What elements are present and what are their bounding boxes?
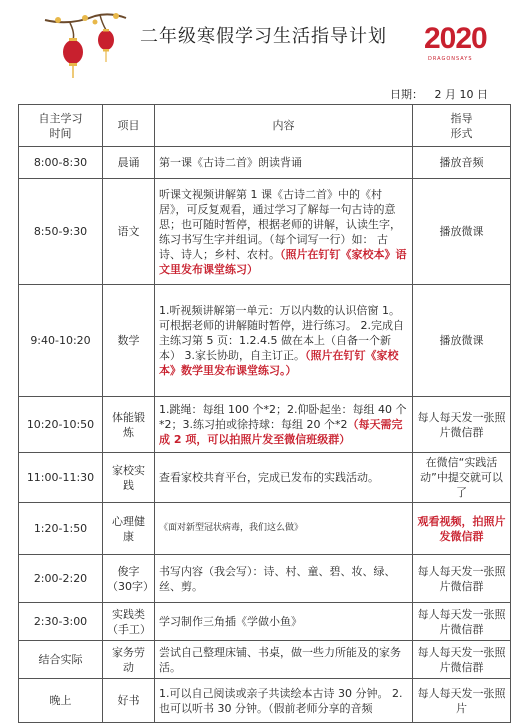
row-form: 每人每天发一张照片微信群 [413,397,511,453]
date-line [390,86,496,102]
row-subject: 家务劳动 [103,641,155,679]
row-form: 播放微课 [413,179,511,285]
row-time: 1:20-1:50 [19,503,103,555]
header-form [413,105,511,147]
header-form-line2: 形式 [450,126,473,140]
row-content [155,285,413,397]
table-row [19,397,511,453]
row-content-text: 1.听视频讲解第一单元：万以内数的认识倍窗 1。可根据老师的讲解随时暂停，进行练习。 2.完成自主练习第 5 页：1.2.4.5 做在本上（自备一个新本） 3.家长协助，自主订正。 [159,304,404,362]
row-subject: 语文 [103,179,155,285]
header-time [19,105,103,147]
row-time: 结合实际 [19,641,103,679]
year-logo-subtext: DRAGONSAYS [428,56,473,62]
row-content-text: 听课文视频讲解第 1 课《古诗二首》中的《村居》，可反复观看，通过学习了解每一句古诗的意思；也可随时暂停，根据老师的讲解，认读生字，练习书写生字并组词。（每个词写一行）如： 古诗、诗人；乡村、农村。 [159,187,401,261]
table-row [19,453,511,503]
row-form: 每人每天发一张照片微信群 [413,603,511,641]
table-row [19,285,511,397]
row-subject: 好书 [103,679,155,723]
row-content [155,679,413,723]
row-subject: 体能锻炼 [103,397,155,453]
row-time: 晚上 [19,679,103,723]
row-content [155,641,413,679]
row-subject: 实践类（手工） [103,603,155,641]
header-form-line1: 指导 [450,111,473,125]
row-content [155,453,413,503]
table-row [19,147,511,179]
table-row [19,603,511,641]
row-form: 播放微课 [413,285,511,397]
row-content [155,503,413,555]
row-time: 9:40-10:20 [19,285,103,397]
row-content-text: 《面对新型冠状病毒，我们这么做》 [159,523,304,533]
plum-blossom-lantern-decoration [40,8,130,88]
row-content [155,179,413,285]
row-time: 8:50-9:30 [19,179,103,285]
header-subject: 项目 [103,105,155,147]
row-content-text: 书写内容（我会写）：诗、村、童、碧、妆、绿、丝、剪。 [159,564,396,593]
row-form: 在微信“实践活动”中提交就可以了 [413,453,511,503]
row-form: 播放音频 [413,147,511,179]
schedule-table [18,104,511,723]
row-subject: 数学 [103,285,155,397]
row-content-text: 第一课《古诗二首》朗读背诵 [159,156,302,169]
table-row [19,555,511,603]
row-subject: 心理健康 [103,503,155,555]
row-form: 每人每天发一张照片微信群 [413,641,511,679]
row-content-text: 1.可以自己阅读或亲子共读绘本古诗 30 分钟。 2.也可以听书 30 分钟。（假前老师分享的音频 [159,686,403,715]
row-content-red-note: （每天需完成 2 项，可以拍照片发至微信班级群） [159,418,403,446]
row-content-text: 1.跳绳：每组 100 个*2；2.仰卧起坐：每组 40 个*2；3.练习拍或徐持球：每组 20 个*2 [159,403,407,431]
row-time: 2:30-3:00 [19,603,103,641]
table-row [19,179,511,285]
row-content-red-note: （照片在钉钉《家校本》数学里发布课堂练习。） [159,349,399,377]
row-time: 2:00-2:20 [19,555,103,603]
row-time: 11:00-11:30 [19,453,103,503]
row-content-text: 查看家校共育平台，完成已发布的实践活动。 [159,471,379,484]
date-value: 2 月 10 日 [434,88,488,101]
row-subject: 晨诵 [103,147,155,179]
row-form: 观看视频，拍照片发微信群 [413,503,511,555]
header-time-line2: 时间 [49,126,72,140]
header-time-line1: 自主学习 [38,111,83,125]
row-content-red-note: （照片在钉钉《家校本》语文里发布课堂练习） [159,247,407,276]
table-header-row [19,105,511,147]
year-logo: 2020 [424,22,487,55]
row-content-text: 学习制作三角插《学做小鱼》 [159,615,302,628]
header-content: 内容 [155,105,413,147]
table-row [19,641,511,679]
row-time: 8:00-8:30 [19,147,103,179]
row-content [155,397,413,453]
row-form: 每人每天发一张照片 [413,679,511,723]
page-title: 二年级寒假学习生活指导计划 [140,26,387,47]
row-form: 每人每天发一张照片微信群 [413,555,511,603]
row-content [155,603,413,641]
row-content-text: 尝试自己整理床铺、书桌，做一些力所能及的家务活。 [159,645,401,674]
row-content [155,147,413,179]
table-row [19,679,511,723]
table-row [19,503,511,555]
date-label: 日期： [390,88,423,101]
row-subject: 俊字（30字） [103,555,155,603]
row-subject: 家校实践 [103,453,155,503]
row-time: 10:20-10:50 [19,397,103,453]
row-content [155,555,413,603]
